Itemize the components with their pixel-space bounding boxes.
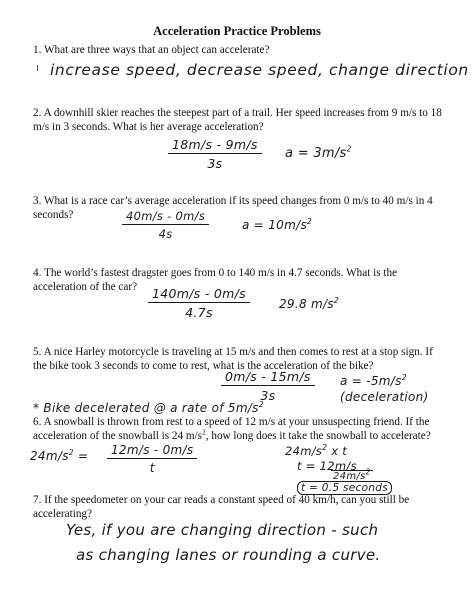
step-6-1-tail: x t	[331, 444, 348, 458]
question-4: 4. The world’s fastest dragster goes from 0 to 140 m/s in 4.7 seconds. What is the acceleration of the car?	[33, 267, 398, 293]
denominator-6: t	[149, 461, 155, 475]
question-6-text-a: 6. A snowball is thrown from rest to a speed of 12 m/s at your unsuspecting friend. If the acceleration of the snowball is 24 m/s	[33, 416, 430, 442]
fraction-6	[107, 443, 197, 475]
answer-7-line-2: as changing lanes or rounding a curve.	[76, 546, 381, 564]
result-3	[242, 218, 312, 232]
result-3-exp: 2	[307, 217, 313, 226]
question-2: 2. A downhill skier reaches the steepest part of a trail. Her speed increases from 9 m/s to 18 m/s in 3 seconds. What is her average acceleration?	[33, 107, 442, 133]
step-6-1	[285, 444, 347, 458]
numerator-3: 40m/s - 0m/s	[126, 209, 206, 223]
final-answer-6: t = 0.5 seconds	[297, 481, 392, 495]
result-5-exp: 2	[401, 373, 407, 382]
answer-7-line-1: Yes, if you are changing direction - such	[66, 521, 379, 539]
equals-sign: =	[77, 449, 89, 463]
fraction-4	[148, 286, 250, 320]
lhs-6-text: 24m/s	[30, 449, 69, 463]
step-6-1-text: 24m/s	[285, 444, 323, 458]
lhs-6	[30, 449, 88, 463]
step-6-3	[297, 482, 392, 494]
step-6-1-exp: 2	[322, 443, 328, 453]
lhs-6-exp: 2	[68, 448, 74, 457]
result-4-exp: 2	[333, 296, 339, 305]
result-4	[279, 297, 339, 311]
answer-1: increase speed, decrease speed, change direction	[50, 61, 469, 79]
question-6-text-b: , how long does it take the snowball to accelerate?	[205, 429, 431, 442]
page-title: Acceleration Practice Problems	[153, 24, 321, 38]
numerator-6: 12m/s - 0m/s	[111, 443, 194, 457]
note-5	[33, 401, 264, 415]
question-6-exp: 2	[202, 426, 206, 436]
pen-mark	[37, 65, 38, 71]
question-5: 5. A nice Harley motorcycle is traveling at 15 m/s and then comes to rest at a stop sign. If the bike took 3 seconds to come to rest, what is the acceleration of the bike?	[33, 346, 433, 372]
question-3: 3. What is a race car’s average acceleration if its speed changes from 0 m/s to 40 m/s in 4 seconds?	[33, 195, 433, 221]
question-7: 7. If the speedometer on your car reads a constant speed of 40 km/h, can you still be accelerating?	[33, 494, 410, 520]
result-5-text: a = -5m/s	[340, 374, 402, 388]
step-6-2-text: t = 12m/s	[297, 459, 357, 473]
fraction-5	[221, 369, 315, 403]
step-6-2-den-exp: 2	[365, 467, 371, 477]
numerator-2: 18m/s - 9m/s	[172, 137, 258, 152]
question-6	[33, 416, 443, 443]
result-3-text: a = 10m/s	[242, 218, 307, 232]
result-2-text: a = 3m/s	[285, 146, 347, 161]
step-6-2-den-text: 24m/s	[333, 471, 366, 482]
result-4-text: 29.8 m/s	[279, 297, 334, 311]
result-5-note: (deceleration)	[340, 390, 429, 404]
fraction-3	[122, 209, 209, 241]
result-2-exp: 2	[346, 144, 352, 154]
denominator-5: 3s	[260, 388, 276, 403]
denominator-2: 3s	[207, 156, 223, 171]
result-5	[340, 374, 407, 388]
fraction-2	[168, 137, 262, 171]
note-5-exp: 2	[258, 400, 264, 409]
question-1: 1. What are three ways that an object can accelerate?	[33, 44, 270, 56]
numerator-5: 0m/s - 15m/s	[225, 369, 311, 384]
note-5-text: * Bike decelerated @ a rate of 5m/s	[33, 401, 259, 415]
denominator-3: 4s	[158, 227, 173, 241]
denominator-4: 4.7s	[185, 305, 213, 320]
result-2	[285, 146, 352, 161]
numerator-4: 140m/s - 0m/s	[152, 286, 246, 301]
